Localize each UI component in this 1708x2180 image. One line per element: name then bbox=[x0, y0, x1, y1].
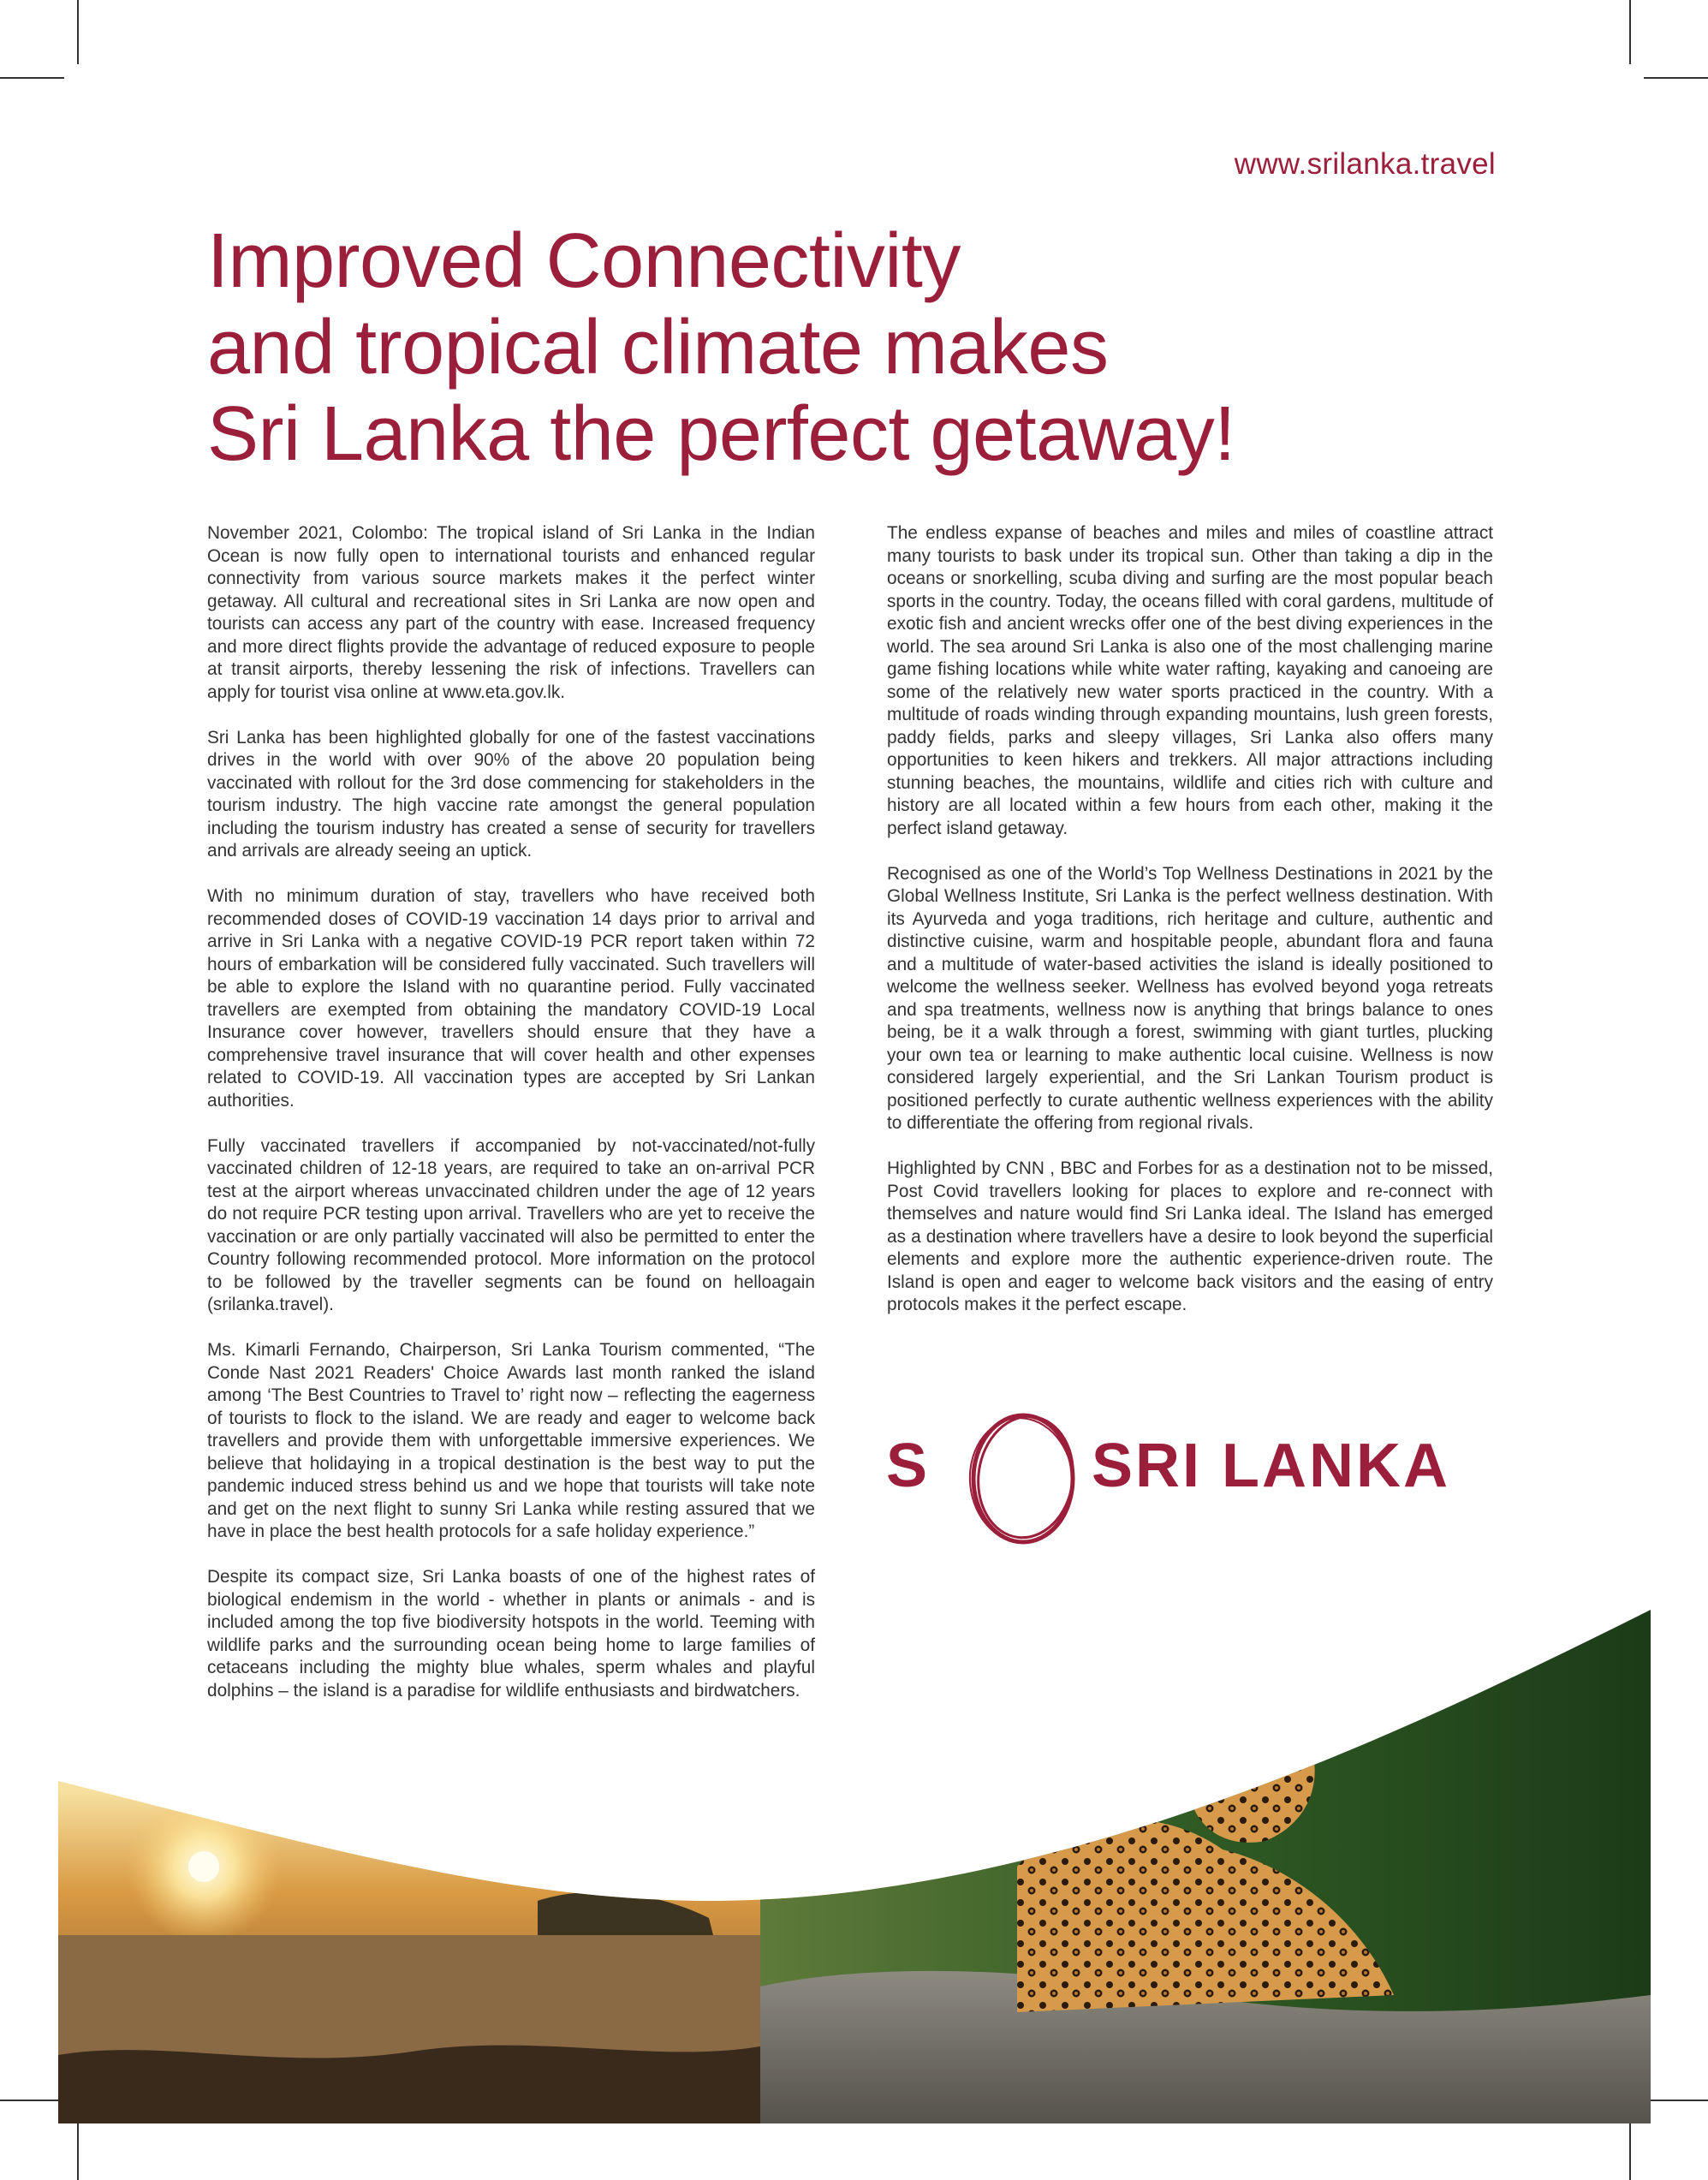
crop-mark-bottom-right-h bbox=[1644, 2100, 1708, 2101]
article-paragraph: Sri Lanka has been highlighted globally for one of the fastest vaccinations drives in the world with over 90% of the above 20 population being vaccinated with rollout for the 3rd dose commencing for stakeholders in the tourism industry. The high vaccine rate amongst the general population including the tourism industry has created a sense of security for travellers and arrivals are already seeing an uptick. bbox=[207, 727, 815, 861]
article-paragraph: Ms. Kimarli Fernando, Chairperson, Sri Lanka Tourism commented, “The Conde Nast 2021 Readers' Choice Awards last month ranked the island among ‘The Best Countries to Travel to’ right now – reflecting the eagerness of tourists to flock to the island. We are ready and eager to welcome back travellers and provide them with unforgettable immersive experiences. We believe that holidaying in a tropical destination is the best way to put the pandemic induced stress behind us and we hope that tourists will take note and get on the next flight to sunny Sri Lanka while resting assured that we have in place the best health protocols for a safe holiday experience.” bbox=[207, 1340, 815, 1541]
crop-mark-top-right-h bbox=[1644, 77, 1708, 79]
article-paragraph: Highlighted by CNN , BBC and Forbes for as a destination not to be missed, Post Covid travellers looking for places to explore and re-connect with themselves and nature would find Sri Lanka ideal. The Island has emerged as a destination where travellers have a desire to look beyond the superficial elements and explore more the authentic experience-driven route. The Island is open and eager to welcome back visitors and the easing of entry protocols makes it the perfect escape. bbox=[887, 1158, 1493, 1314]
article-left-column bbox=[207, 522, 815, 1725]
headline-line-3: Sri Lanka the perfect getaway! bbox=[207, 391, 1235, 477]
crop-mark-bottom-right-v bbox=[1629, 2116, 1631, 2180]
logo-ring-icon bbox=[937, 1409, 1109, 1550]
article-paragraph: With no minimum duration of stay, travellers who have received both recommended doses of COVID-19 vaccination 14 days prior to arrival and arrive in Sri Lanka with a negative COVID-19 PCR report taken within 72 hours of embarkation will be considered fully vaccinated. Such travellers will be able to explore the Island with no quarantine period. Fully vaccinated travellers are exempted from obtaining the mandatory COVID-19 Local Insurance cover however, travellers should ensure that they have a comprehensive travel insurance that will cover health and other expenses related to COVID-19. All vaccination types are accepted by Sri Lankan authorities. bbox=[207, 886, 815, 1111]
headline-line-1: Improved Connectivity bbox=[207, 218, 961, 304]
article-paragraph: The endless expanse of beaches and miles and miles of coastline attract many tourists to bask under its tropical sun. Other than taking a dip in the oceans or snorkelling, scuba diving and surfing are the most popular beach sports in the country. Today, the oceans filled with coral gardens, multitude of exotic fish and ancient wrecks offer one of the best diving experiences in the world. The sea around Sri Lanka is also one of the most challenging marine game fishing locations while white water rafting, kayaking and canoeing are some of the relatively new water sports practiced in the country. With a multitude of roads winding through expanding mountains, lush green forests, paddy fields, parks and sleepy villages, Sri Lanka also offers many opportunities to keen hikers and trekkers. All major attractions including stunning beaches, the mountains, wildlife and cities rich with culture and history are all located within a few hours from each other, making it the perfect island getaway. bbox=[887, 523, 1493, 838]
crop-mark-top-left-v bbox=[77, 0, 79, 64]
article-paragraph: November 2021, Colombo: The tropical island of Sri Lanka in the Indian Ocean is now fully open to international tourists and enhanced regular connectivity from various source markets makes it the perfect winter getaway. All cultural and recreational sites in Sri Lanka are now open and tourists can access any part of the country with ease. Increased frequency and more direct flights provide the advantage of reduced exposure to people at transit airports, thereby lessening the risk of infections. Travellers can apply for tourist visa online at www.eta.gov.lk. bbox=[207, 523, 815, 702]
logo-wordmark: SRI LANKA bbox=[1092, 1432, 1450, 1500]
crop-mark-top-left-h bbox=[0, 77, 64, 79]
article-paragraph: Despite its compact size, Sri Lanka boasts of one of the highest rates of biological endemism in the world - whether in plants or animals - and is included among the top five biodiversity hotspots in the world. Teeming with wildlife parks and the surrounding ocean being home to large families of cetaceans including the mighty blue whales, sperm whales and playful dolphins – the island is a paradise for wildlife enthusiasts and birdwatchers. bbox=[207, 1567, 815, 1701]
headline-line-2: and tropical climate makes bbox=[207, 305, 1109, 390]
crop-mark-top-right-v bbox=[1629, 0, 1631, 64]
article-paragraph: Fully vaccinated travellers if accompanied by not-vaccinated/not-fully vaccinated children of 12-18 years, are required to take an on-arrival PCR test at the airport whereas unvaccinated children under the age of 12 years do not require PCR testing upon arrival. Travellers who are yet to receive the vaccination or are only partially vaccinated will also be permitted to enter the Country following recommended protocol. More information on the protocol to be followed by the traveller segments can be found on helloagain (srilanka.travel). bbox=[207, 1135, 815, 1314]
banner-image bbox=[58, 1610, 1651, 2123]
crop-mark-bottom-left-h bbox=[0, 2100, 64, 2101]
logo-prefix: S bbox=[886, 1432, 930, 1500]
sri-lanka-logo bbox=[886, 1409, 1450, 1550]
page-title bbox=[207, 218, 1235, 478]
article-right-column bbox=[887, 522, 1493, 1339]
website-url[interactable]: www.srilanka.travel bbox=[1234, 147, 1496, 181]
crop-mark-bottom-left-v bbox=[77, 2116, 79, 2180]
article-paragraph: Recognised as one of the World’s Top Wellness Destinations in 2021 by the Global Wellness Institute, Sri Lanka is the perfect wellness destination. With its Ayurveda and yoga traditions, rich heritage and culture, authentic and distinctive cuisine, warm and hospitable people, abundant flora and fauna and a multitude of water-based activities the island is ideally positioned to welcome the wellness seeker. Wellness has evolved beyond yoga retreats and spa treatments, wellness now is anything that brings balance to ones being, be it a walk through a forest, swimming with giant turtles, plucking your own tea or learning to make authentic local cuisine. Wellness is now considered largely experiential, and the Sri Lankan Tourism product is positioned perfectly to curate authentic wellness experiences with the ability to differentiate the offering from regional rivals. bbox=[887, 863, 1493, 1133]
